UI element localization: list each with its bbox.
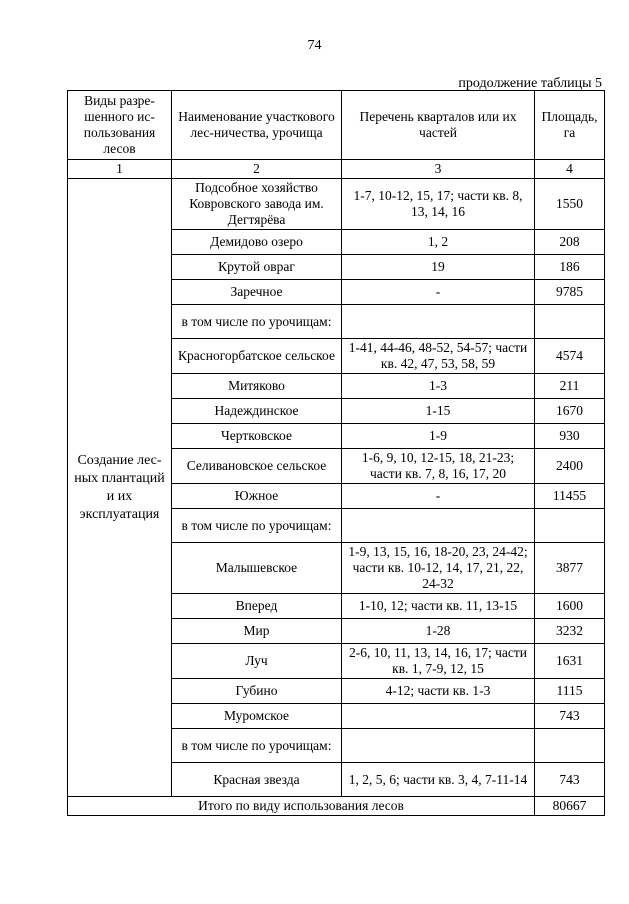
- forestry-name-cell: Мир: [172, 619, 342, 644]
- area-cell: 211: [535, 374, 605, 399]
- column-number: 1: [68, 160, 172, 179]
- forest-usage-table: [67, 90, 605, 816]
- page-number: 74: [307, 38, 322, 53]
- quarters-cell: 1-7, 10-12, 15, 17; части кв. 8, 13, 14, 16: [342, 179, 535, 230]
- area-cell: 186: [535, 255, 605, 280]
- forestry-name-cell: в том числе по урочищам:: [172, 729, 342, 763]
- forestry-name-cell: Чертковское: [172, 424, 342, 449]
- forestry-name-cell: в том числе по урочищам:: [172, 509, 342, 543]
- area-cell: 1631: [535, 644, 605, 679]
- total-label: Итого по виду использования лесов: [68, 797, 535, 816]
- column-number: 3: [342, 160, 535, 179]
- quarters-cell: -: [342, 484, 535, 509]
- quarters-cell: [342, 305, 535, 339]
- area-cell: 743: [535, 763, 605, 797]
- quarters-cell: 4-12; части кв. 1-3: [342, 679, 535, 704]
- forestry-name-cell: Митяково: [172, 374, 342, 399]
- column-number-row: [68, 160, 605, 179]
- forestry-name-cell: Южное: [172, 484, 342, 509]
- forestry-name-cell: Надеждинское: [172, 399, 342, 424]
- area-cell: 11455: [535, 484, 605, 509]
- quarters-cell: 1-9: [342, 424, 535, 449]
- area-cell: 3877: [535, 543, 605, 594]
- area-cell: 743: [535, 704, 605, 729]
- forestry-name-cell: Муромское: [172, 704, 342, 729]
- forestry-name-cell: Луч: [172, 644, 342, 679]
- quarters-cell: 1-3: [342, 374, 535, 399]
- area-cell: 930: [535, 424, 605, 449]
- quarters-cell: -: [342, 280, 535, 305]
- usage-type-cell: Создание лес-ных плантаций и их эксплуатация: [68, 179, 172, 797]
- total-area: 80667: [535, 797, 605, 816]
- header-area: Площадь, га: [535, 91, 605, 160]
- area-cell: 1600: [535, 594, 605, 619]
- table-row: [68, 179, 605, 230]
- quarters-cell: 19: [342, 255, 535, 280]
- header-quarters-list: Перечень кварталов или их частей: [342, 91, 535, 160]
- quarters-cell: 1-9, 13, 15, 16, 18-20, 23, 24-42; части кв. 10-12, 14, 17, 21, 22, 24-32: [342, 543, 535, 594]
- table-continuation-label: продолжение таблицы 5: [458, 76, 602, 91]
- forestry-name-cell: Заречное: [172, 280, 342, 305]
- area-cell: [535, 729, 605, 763]
- quarters-cell: 1-41, 44-46, 48-52, 54-57; части кв. 42, 47, 53, 58, 59: [342, 339, 535, 374]
- area-cell: 208: [535, 230, 605, 255]
- forestry-name-cell: Демидово озеро: [172, 230, 342, 255]
- header-forestry-name: Наименование участкового лес-ничества, урочища: [172, 91, 342, 160]
- quarters-cell: 1-6, 9, 10, 12-15, 18, 21-23; части кв. 7, 8, 16, 17, 20: [342, 449, 535, 484]
- column-number: 4: [535, 160, 605, 179]
- area-cell: 9785: [535, 280, 605, 305]
- forestry-name-cell: Вперед: [172, 594, 342, 619]
- quarters-cell: 1-28: [342, 619, 535, 644]
- area-cell: 1550: [535, 179, 605, 230]
- area-cell: 3232: [535, 619, 605, 644]
- quarters-cell: 1, 2: [342, 230, 535, 255]
- quarters-cell: 1-15: [342, 399, 535, 424]
- area-cell: [535, 509, 605, 543]
- area-cell: 2400: [535, 449, 605, 484]
- forestry-name-cell: Малышевское: [172, 543, 342, 594]
- quarters-cell: 1-10, 12; части кв. 11, 13-15: [342, 594, 535, 619]
- header-usage-type: Виды разре-шенного ис-пользования лесов: [68, 91, 172, 160]
- area-cell: 4574: [535, 339, 605, 374]
- area-cell: 1670: [535, 399, 605, 424]
- quarters-cell: 1, 2, 5, 6; части кв. 3, 4, 7-11-14: [342, 763, 535, 797]
- forestry-name-cell: Красная звезда: [172, 763, 342, 797]
- header-row: [68, 91, 605, 160]
- forestry-name-cell: Губино: [172, 679, 342, 704]
- forestry-name-cell: Крутой овраг: [172, 255, 342, 280]
- column-number: 2: [172, 160, 342, 179]
- total-row: [68, 797, 605, 816]
- forestry-name-cell: Селивановское сельское: [172, 449, 342, 484]
- area-cell: [535, 305, 605, 339]
- area-cell: 1115: [535, 679, 605, 704]
- forestry-name-cell: Красногорбатское сельское: [172, 339, 342, 374]
- quarters-cell: 2-6, 10, 11, 13, 14, 16, 17; части кв. 1, 7-9, 12, 15: [342, 644, 535, 679]
- forestry-name-cell: Подсобное хозяйство Ковровского завода им. Дегтярёва: [172, 179, 342, 230]
- quarters-cell: [342, 729, 535, 763]
- forestry-name-cell: в том числе по урочищам:: [172, 305, 342, 339]
- quarters-cell: [342, 509, 535, 543]
- quarters-cell: [342, 704, 535, 729]
